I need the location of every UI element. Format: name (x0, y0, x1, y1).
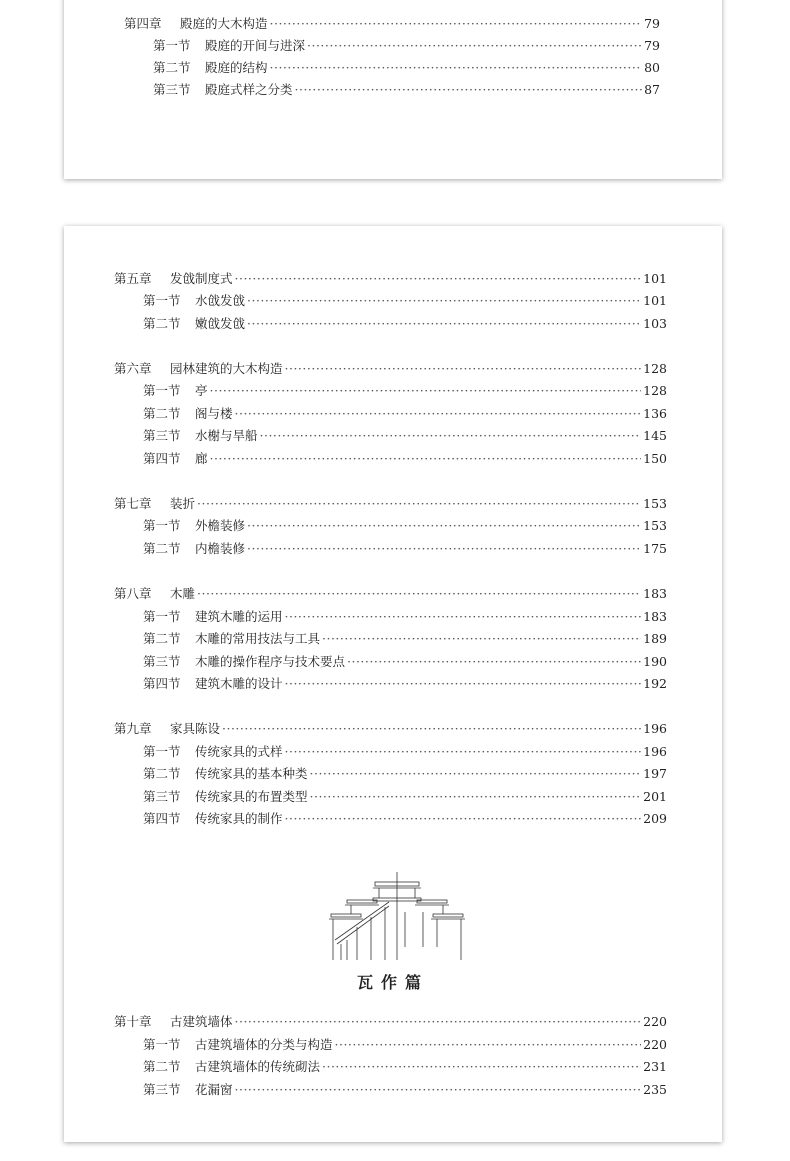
page-number: 145 (643, 428, 667, 443)
toc-chapter-8[interactable] (114, 586, 667, 602)
page-number: 79 (644, 38, 660, 53)
section-label: 第三节 (153, 82, 191, 97)
leader-dots (285, 744, 642, 760)
chapter-title: 园林建筑的大木构造 (170, 361, 283, 376)
leader-dots (270, 16, 643, 32)
page-number: 231 (643, 1059, 667, 1074)
leader-dots (260, 428, 642, 444)
leader-dots (285, 676, 642, 692)
toc-section[interactable] (143, 1059, 667, 1075)
page-number: 103 (643, 316, 667, 331)
section-label: 第一节 (143, 518, 181, 533)
leader-dots (270, 60, 643, 76)
page-number: 220 (643, 1014, 667, 1029)
section-title: 木雕的常用技法与工具 (195, 631, 321, 646)
leader-dots (210, 451, 642, 467)
page-number: 196 (643, 744, 667, 759)
page-number: 235 (643, 1082, 667, 1097)
roof-illustration (327, 872, 467, 962)
toc-section[interactable] (143, 676, 667, 692)
section-title: 花漏窗 (195, 1082, 233, 1097)
section-title: 殿庭的结构 (205, 60, 268, 75)
toc-chapter-10[interactable] (114, 1014, 667, 1030)
page-number: 183 (643, 609, 667, 624)
section-title: 嫩戗发戗 (195, 316, 246, 331)
leader-dots (197, 586, 641, 602)
section-title: 传统家具的制作 (195, 811, 283, 826)
page-number: 153 (643, 518, 667, 533)
chapter-title: 发戗制度式 (170, 271, 233, 286)
chapter-label: 第五章 (114, 271, 152, 286)
toc-section[interactable] (143, 451, 667, 467)
toc-section[interactable] (153, 38, 660, 54)
page-number: 192 (643, 676, 667, 691)
toc-section[interactable] (143, 744, 667, 760)
chapter-label: 第六章 (114, 361, 152, 376)
chapter-title: 装折 (170, 496, 196, 511)
toc-section[interactable] (143, 293, 667, 309)
section-label: 第二节 (143, 316, 181, 331)
section-title: 传统家具的布置类型 (195, 789, 308, 804)
section-label: 第三节 (143, 654, 181, 669)
leader-dots (247, 316, 641, 332)
section-title: 阁与楼 (195, 406, 233, 421)
toc-section[interactable] (153, 82, 660, 98)
leader-dots (197, 496, 641, 512)
chapter-label: 第七章 (114, 496, 152, 511)
page-number: 128 (643, 383, 667, 398)
page-number: 175 (643, 541, 667, 556)
toc-section[interactable] (143, 383, 667, 399)
section-title: 古建筑墙体的传统砌法 (195, 1059, 321, 1074)
section-label: 第一节 (143, 293, 181, 308)
toc-chapter-7[interactable] (114, 496, 667, 512)
section-label: 第三节 (143, 428, 181, 443)
leader-dots (235, 1082, 642, 1098)
leader-dots (247, 541, 641, 557)
page-number: 220 (643, 1037, 667, 1052)
section-label: 第二节 (143, 766, 181, 781)
toc-section[interactable] (143, 428, 667, 444)
leader-dots (307, 38, 642, 54)
page-number: 201 (643, 789, 667, 804)
page-number: 80 (644, 60, 660, 75)
section-label: 第四节 (143, 451, 181, 466)
toc-section[interactable] (143, 766, 667, 782)
leader-dots (210, 383, 642, 399)
page-number: 150 (643, 451, 667, 466)
section-title: 殿庭式样之分类 (205, 82, 293, 97)
part-title: 瓦作篇 (356, 973, 429, 992)
page-number: 87 (644, 82, 660, 97)
page-number: 79 (644, 16, 660, 31)
section-title: 传统家具的式样 (195, 744, 283, 759)
toc-chapter-5[interactable] (114, 271, 667, 287)
section-label: 第一节 (143, 609, 181, 624)
page-number: 197 (643, 766, 667, 781)
section-label: 第二节 (143, 541, 181, 556)
section-title: 外檐装修 (195, 518, 246, 533)
section-title: 廊 (195, 451, 208, 466)
toc-section[interactable] (153, 60, 660, 76)
section-title: 古建筑墙体的分类与构造 (195, 1037, 333, 1052)
section-label: 第三节 (143, 1082, 181, 1097)
toc-chapter-4[interactable] (124, 16, 660, 32)
section-title: 水榭与旱船 (195, 428, 258, 443)
page-number: 101 (643, 293, 667, 308)
page-number: 153 (643, 496, 667, 511)
section-label: 第一节 (153, 38, 191, 53)
leader-dots (247, 293, 641, 309)
section-label: 第三节 (143, 789, 181, 804)
section-label: 第一节 (143, 383, 181, 398)
chapter-title: 殿庭的大木构造 (180, 16, 268, 31)
toc-section[interactable] (143, 316, 667, 332)
leader-dots (285, 609, 642, 625)
leader-dots (222, 721, 641, 737)
leader-dots (235, 1014, 642, 1030)
page-number: 196 (643, 721, 667, 736)
section-label: 第四节 (143, 811, 181, 826)
section-label: 第一节 (143, 744, 181, 759)
section-title: 内檐装修 (195, 541, 246, 556)
toc-section[interactable] (143, 1082, 667, 1098)
leader-dots (235, 271, 642, 287)
leader-dots (322, 631, 641, 647)
page-number: 136 (643, 406, 667, 421)
toc-page-top (64, 0, 722, 179)
leader-dots (335, 1037, 642, 1053)
page-number: 190 (643, 654, 667, 669)
leader-dots (235, 406, 642, 422)
section-title: 建筑木雕的设计 (195, 676, 283, 691)
toc-section[interactable] (143, 406, 667, 422)
section-label: 第二节 (143, 631, 181, 646)
leader-dots (310, 789, 642, 805)
toc-section[interactable] (143, 654, 667, 670)
section-label: 第二节 (143, 406, 181, 421)
toc-chapter-9[interactable] (114, 721, 667, 737)
section-title: 水戗发戗 (195, 293, 246, 308)
page-number: 209 (643, 811, 667, 826)
page-number: 101 (643, 271, 667, 286)
leader-dots (322, 1059, 641, 1075)
chapter-label: 第十章 (114, 1014, 152, 1029)
toc-section[interactable] (143, 609, 667, 625)
leader-dots (285, 811, 642, 827)
leader-dots (247, 518, 641, 534)
toc-page-main (64, 226, 722, 1142)
section-title: 殿庭的开间与进深 (205, 38, 306, 53)
toc-section[interactable] (143, 811, 667, 827)
toc-section[interactable] (143, 518, 667, 534)
page-number: 128 (643, 361, 667, 376)
page-number: 183 (643, 586, 667, 601)
toc-section[interactable] (143, 541, 667, 557)
toc-section[interactable] (143, 789, 667, 805)
section-label: 第二节 (153, 60, 191, 75)
section-label: 第二节 (143, 1059, 181, 1074)
page-number: 189 (643, 631, 667, 646)
section-title: 木雕的操作程序与技术要点 (195, 654, 346, 669)
chapter-title: 古建筑墙体 (170, 1014, 233, 1029)
toc-chapter-6[interactable] (114, 361, 667, 377)
leader-dots (310, 766, 642, 782)
chapter-title: 木雕 (170, 586, 196, 601)
section-label: 第一节 (143, 1037, 181, 1052)
leader-dots (295, 82, 643, 98)
chapter-title: 家具陈设 (170, 721, 221, 736)
leader-dots (285, 361, 642, 377)
chapter-label: 第四章 (124, 16, 162, 31)
leader-dots (347, 654, 641, 670)
section-title: 建筑木雕的运用 (195, 609, 283, 624)
chapter-label: 第八章 (114, 586, 152, 601)
toc-section[interactable] (143, 1037, 667, 1053)
section-label: 第四节 (143, 676, 181, 691)
chapter-label: 第九章 (114, 721, 152, 736)
section-title: 传统家具的基本种类 (195, 766, 308, 781)
section-title: 亭 (195, 383, 208, 398)
toc-section[interactable] (143, 631, 667, 647)
